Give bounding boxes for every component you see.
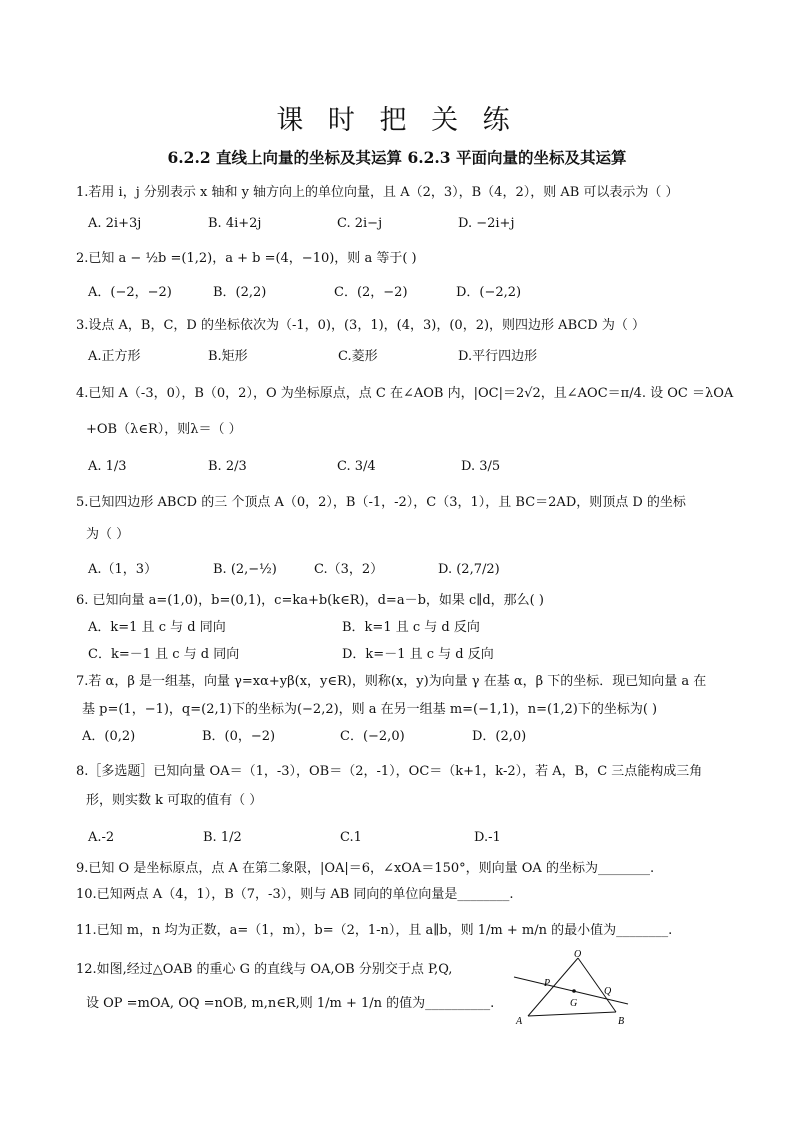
q7-option-c: C．(−2,0) (340, 729, 405, 744)
q5-option-b: B. (2,−½) (213, 562, 277, 577)
q6-option-b: B．k=1 且 c 与 d 反向 (342, 620, 480, 635)
q8-option-d: D.-1 (474, 830, 501, 845)
question-5-stem-line2: 为（ ） (86, 527, 130, 542)
q3-option-d: D.平行四边形 (458, 349, 538, 364)
q5-option-d: D. (2,7/2) (438, 562, 500, 577)
side-ob (578, 958, 616, 1012)
label-p: P (544, 978, 551, 989)
question-3-stem: 3.设点 A，B，C，D 的坐标依次为（-1，0)，(3，1)，(4，3)，(0，2)，则四边形 ABCD 为（ ） (76, 318, 645, 333)
q5-option-a: A.（1，3） (88, 562, 158, 577)
question-2-stem: 2.已知 a − ½b =(1,2)，a + b =(4，−10)，则 a 等于( ) (76, 251, 417, 266)
question-12-stem-line1: 12.如图,经过△OAB 的重心 G 的直线与 OA,OB 分别交于点 P,Q, (76, 962, 453, 977)
question-1-stem: 1.若用 i，j 分别表示 x 轴和 y 轴方向上的单位向量，且 A（2，3），B（4，2），则 AB 可以表示为（ ） (76, 185, 679, 200)
question-7-stem-line1: 7.若 α，β 是一组基，向量 γ=xα+yβ(x，y∈R)，则称(x，y)为向量 γ 在基 α，β 下的坐标．现已知向量 a 在 (76, 674, 707, 689)
question-9: 9.已知 O 是坐标原点，点 A 在第二象限，|OA|＝6，∠xOA＝150°，则向量 OA 的坐标为________. (76, 861, 655, 876)
question-11: 11.已知 m，n 均为正数，a=（1，m），b=（2，1-n），且 a∥b，则 1/m + m/n 的最小值为________. (76, 923, 673, 938)
q7-option-d: D．(2,0) (472, 729, 527, 744)
q7-option-a: A．(0,2) (82, 729, 136, 744)
q4-option-c: C. 3/4 (337, 459, 376, 474)
q1-option-c: C. 2i−j (337, 216, 383, 231)
label-g: G (570, 998, 578, 1009)
q4-option-d: D. 3/5 (461, 459, 501, 474)
triangle-figure (508, 946, 648, 1028)
centroid-point (572, 989, 576, 993)
q1-option-d: D. −2i+j (458, 216, 515, 231)
q6-option-c: C．k=－1 且 c 与 d 同向 (88, 647, 240, 662)
question-5-stem-line1: 5.已知四边形 ABCD 的三 个顶点 A（0，2），B（-1，-2），C（3，1），且 BC＝2AD，则顶点 D 的坐标 (76, 495, 686, 510)
question-8-stem-line1: 8.［多选题］已知向量 OA＝（1，-3），OB＝（2，-1），OC＝（k+1，k-2），若 A，B，C 三点能构成三角 (76, 764, 703, 779)
q3-option-c: C.菱形 (338, 349, 378, 364)
q2-option-b: B．(2,2) (213, 285, 267, 300)
label-a: A (516, 1016, 523, 1027)
label-b: B (618, 1016, 625, 1027)
question-6-stem: 6. 已知向量 a=(1,0)，b=(0,1)，c=ka+b(k∈R)，d=a－b，如果 c∥d，那么( ) (76, 593, 544, 608)
page-subtitle: 6.2.2 直线上向量的坐标及其运算 6.2.3 平面向量的坐标及其运算 (167, 148, 627, 167)
q8-option-a: A.-2 (88, 830, 115, 845)
question-4-stem-line1: 4.已知 A（-3，0），B（0，2），O 为坐标原点，点 C 在∠AOB 内，|OC|＝2√2，且∠AOC＝π/4. 设 OC ＝λOA (76, 386, 734, 401)
question-4-stem-line2: +OB（λ∈R），则λ＝（ ） (86, 422, 242, 437)
q6-option-a: A．k=1 且 c 与 d 同向 (88, 620, 226, 635)
q2-option-a: A．(−2，−2) (88, 285, 172, 300)
question-7-stem-line2: 基 p=(1，−1)，q=(2,1)下的坐标为(−2,2)，则 a 在另一组基 m=(−1,1)，n=(1,2)下的坐标为( ) (82, 702, 658, 717)
question-12-stem-line2: 设 OP =mOA, OQ =nOB, m,n∈R,则 1/m + 1/n 的值为__________. (86, 996, 495, 1011)
page-title: 课 时 把 关 练 (276, 105, 518, 136)
q2-option-c: C．(2，−2) (334, 285, 408, 300)
q4-option-a: A. 1/3 (88, 459, 127, 474)
q5-option-c: C.（3，2） (314, 562, 384, 577)
q8-option-b: B. 1/2 (203, 830, 242, 845)
q3-option-a: A.正方形 (88, 349, 141, 364)
q8-option-c: C.1 (340, 830, 362, 845)
side-ab (528, 1012, 616, 1016)
q6-option-d: D．k=－1 且 c 与 d 反向 (342, 647, 494, 662)
question-8-stem-line2: 形，则实数 k 可取的值有（ ） (86, 793, 263, 808)
question-10: 10.已知两点 A（4，1），B（7，-3），则与 AB 同向的单位向量是________. (76, 887, 514, 902)
q4-option-b: B. 2/3 (208, 459, 247, 474)
q7-option-b: B．(0，−2) (202, 729, 276, 744)
q1-option-a: A. 2i+3j (88, 216, 142, 231)
q1-option-b: B. 4i+2j (208, 216, 262, 231)
label-q: Q (604, 986, 612, 997)
q3-option-b: B.矩形 (208, 349, 248, 364)
label-o: O (574, 949, 582, 960)
q2-option-d: D．(−2,2) (456, 285, 522, 300)
